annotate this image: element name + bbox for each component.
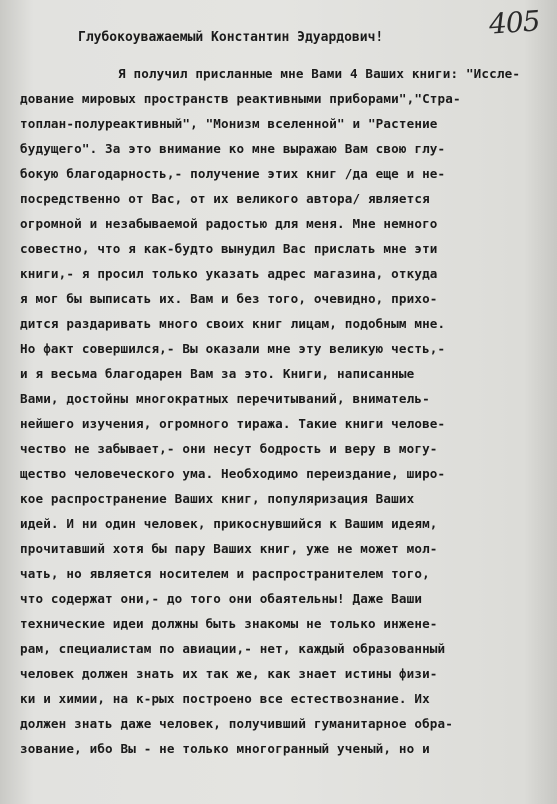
page-number: 405 xyxy=(487,4,541,41)
body-line: посредственно от Вас, от их великого автора/ является xyxy=(20,191,430,206)
body-line: дование мировых пространств реактивными приборами","Стра- xyxy=(20,91,461,106)
body-line: бокую благодарность,- получение этих книг /да еще и не- xyxy=(20,166,446,181)
body-line: нейшего изучения, огромного тиража. Такие книги челове- xyxy=(20,416,446,431)
body-line: топлан-полуреактивный", "Монизм вселенной" и "Растение xyxy=(20,116,438,131)
body-line: щество человеческого ума. Необходимо переиздание, широ- xyxy=(20,466,446,481)
body-line: Я получил присланные мне Вами 4 Ваших книги: "Иссле- xyxy=(118,66,521,81)
body-line: идей. И ни один человек, прикоснувшийся к Вашим идеям, xyxy=(20,516,438,531)
body-line: человек должен знать их так же, как знает истины физи- xyxy=(20,666,438,681)
body-line: что содержат они,- до того они обаятельны! Даже Ваши xyxy=(20,591,423,606)
body-line: зование, ибо Вы - не только многогранный ученый, но и xyxy=(20,741,430,756)
body-line: Вами, достойны многократных перечитываний, вниматель- xyxy=(20,391,430,406)
body-line: чество не забывает,- они несут бодрость и веру в могу- xyxy=(20,441,438,456)
body-line: я мог бы выписать их. Вам и без того, очевидно, прихо- xyxy=(20,291,438,306)
body-line: кое распространение Ваших книг, популяризация Ваших xyxy=(20,491,415,506)
body-line: будущего". За это внимание ко мне выражаю Вам свою глу- xyxy=(20,141,446,156)
body-line: книги,- я просил только указать адрес магазина, откуда xyxy=(20,266,438,281)
body-line: огромной и незабываемой радостью для меня. Мне немного xyxy=(20,216,438,231)
body-line: прочитавший хотя бы пару Ваших книг, уже не может мол- xyxy=(20,541,438,556)
body-line: и я весьма благодарен Вам за это. Книги, написанные xyxy=(20,366,415,381)
body-line: Но факт совершился,- Вы оказали мне эту великую честь,- xyxy=(20,341,446,356)
body-line: ки и химии, на к-рых построено все естествознание. Их xyxy=(20,691,430,706)
body-line: совестно, что я как-будто вынудил Вас прислать мне эти xyxy=(20,241,438,256)
body-line: рам, специалистам по авиации,- нет, каждый образованный xyxy=(20,641,446,656)
body-line: чать, но является носителем и распространителем того, xyxy=(20,566,430,581)
body-line: дится раздаривать много своих книг лицам, подобным мне. xyxy=(20,316,446,331)
salutation: Глубокоуважаемый Константин Эдуардович! xyxy=(78,30,384,45)
body-line: технические идеи должны быть знакомы не только инжене- xyxy=(20,616,438,631)
body-line: должен знать даже человек, получивший гуманитарное обра- xyxy=(20,716,453,731)
